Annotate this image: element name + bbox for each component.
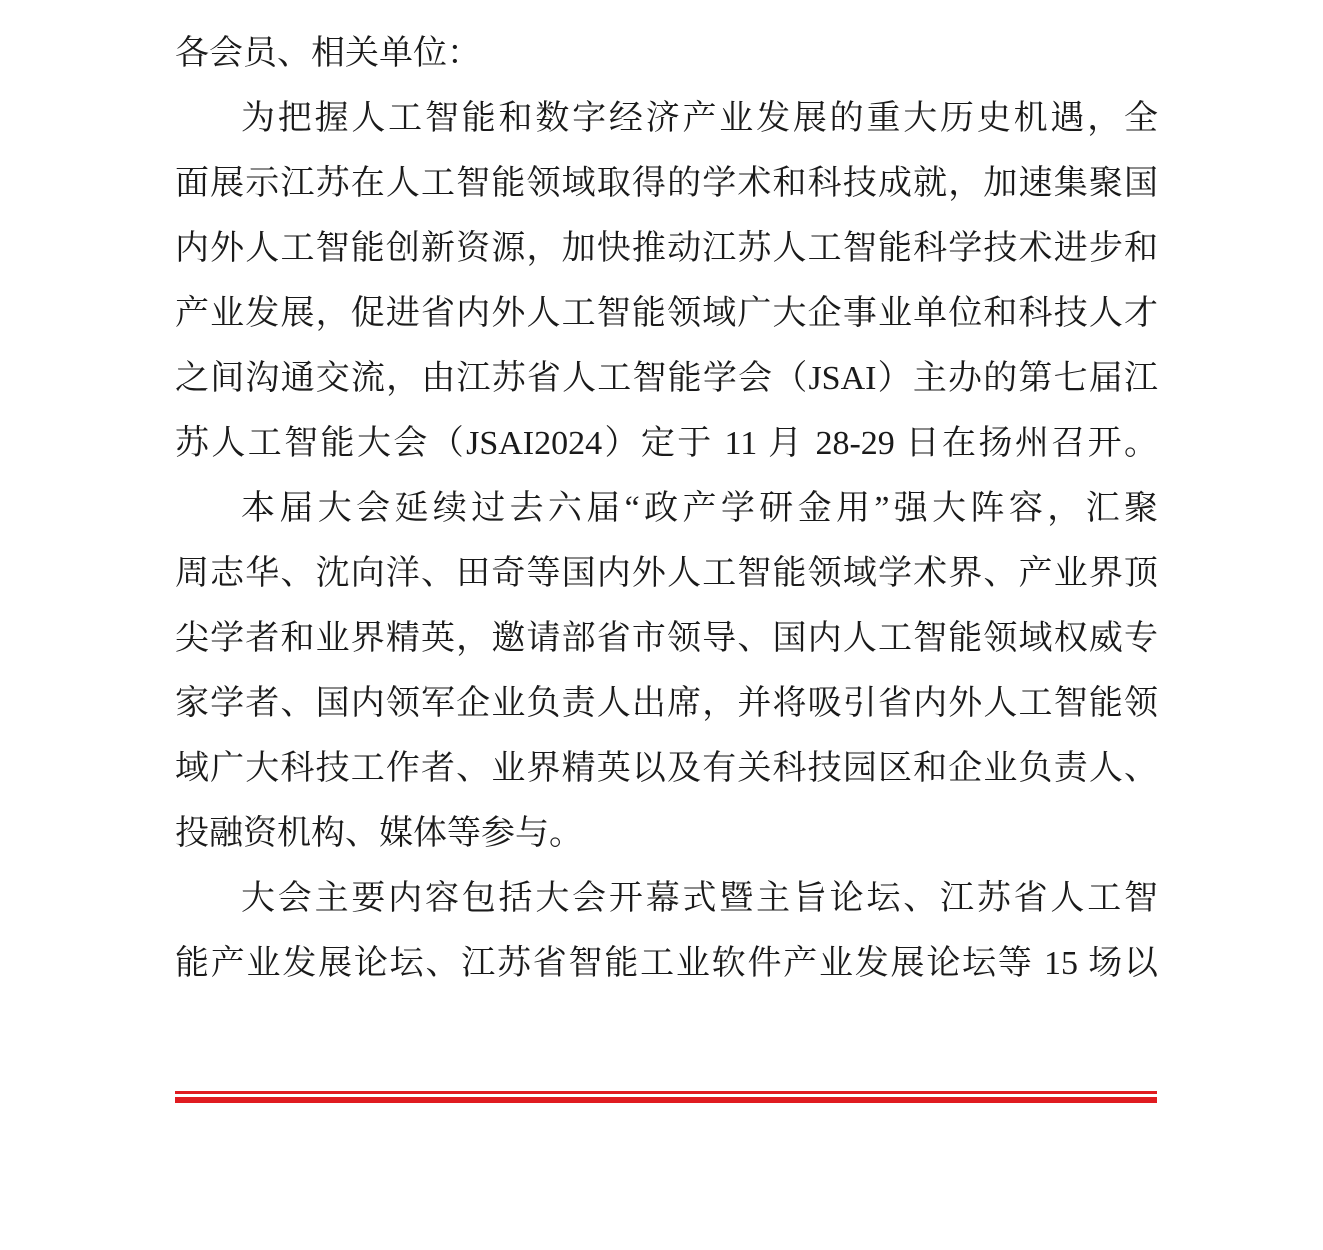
paragraph-1-line-3: 内外人工智能创新资源，加快推动江苏人工智能科学技术进步和 — [175, 230, 1158, 267]
paragraph-1-line-1: 为把握人工智能和数字经济产业发展的重大历史机遇，全 — [241, 100, 1158, 137]
footer-rule — [175, 1091, 1157, 1103]
paragraph-2-line-6: 投融资机构、媒体等参与。 — [175, 815, 583, 852]
paragraph-2-line-2: 周志华、沈向洋、田奇等国内外人工智能领域学术界、产业界顶 — [175, 555, 1158, 592]
paragraph-3-line-1: 大会主要内容包括大会开幕式暨主旨论坛、江苏省人工智 — [241, 880, 1158, 917]
document-body — [175, 30, 1158, 1005]
paragraph-2-line-1: 本届大会延续过去六届“政产学研金用”强大阵容，汇聚 — [241, 490, 1158, 527]
footer-rule-thick-line — [175, 1097, 1157, 1103]
paragraph-1-line-2: 面展示江苏在人工智能领域取得的学术和科技成就，加速集聚国 — [175, 165, 1158, 202]
paragraph-2-line-5: 域广大科技工作者、业界精英以及有关科技园区和企业负责人、 — [175, 750, 1158, 787]
paragraph-2-line-4: 家学者、国内领军企业负责人出席，并将吸引省内外人工智能领 — [175, 685, 1158, 722]
paragraph-1-line-4: 产业发展，促进省内外人工智能领域广大企事业单位和科技人才 — [175, 295, 1158, 332]
salutation-line: 各会员、相关单位： — [175, 35, 481, 72]
paragraph-2-line-3: 尖学者和业界精英，邀请部省市领导、国内人工智能领域权威专 — [175, 620, 1158, 657]
paragraph-1-line-5: 之间沟通交流，由江苏省人工智能学会（JSAI）主办的第七届江 — [175, 360, 1158, 397]
paragraph-1-line-6: 苏人工智能大会（JSAI2024）定于 11 月 28-29 日在扬州召开。 — [175, 425, 1158, 462]
paragraph-3-line-2: 能产业发展论坛、江苏省智能工业软件产业发展论坛等 15 场以 — [175, 945, 1158, 982]
